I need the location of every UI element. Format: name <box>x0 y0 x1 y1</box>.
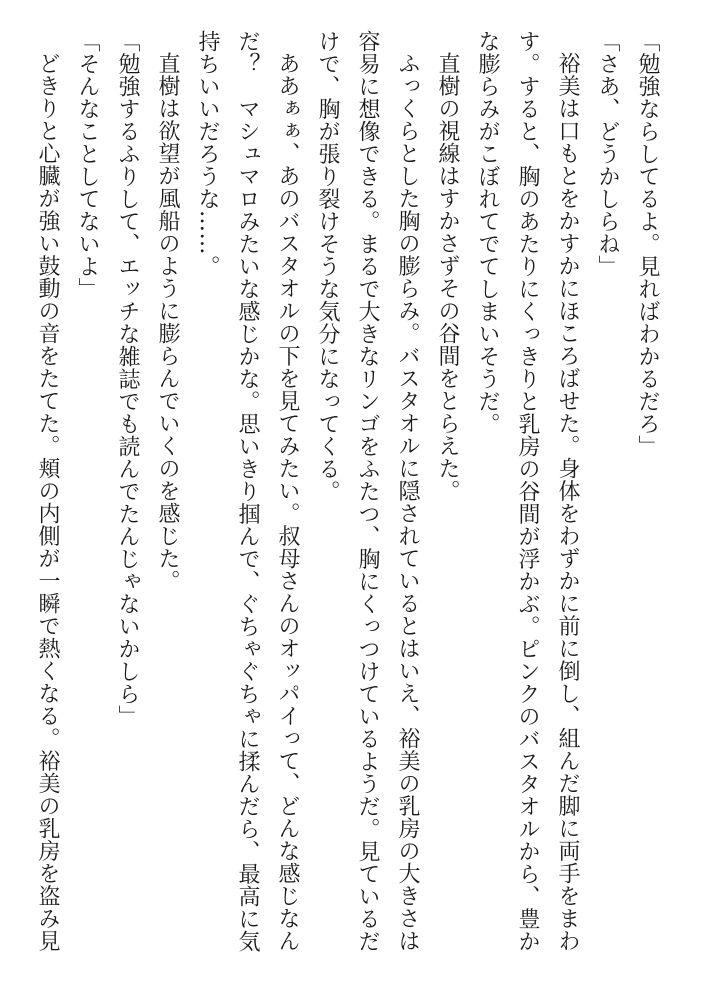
text-line: 「勉強するふりして、エッチな雑誌でも読んでたんじゃないかしら」 <box>115 30 140 728</box>
text-line: ああぁぁ、あのバスタオルの下を見てみたい。叔母さんのオッパイって、どんな感じなん <box>275 52 300 952</box>
text-line: 「勉強ならしてるよ。見ればわかるだろ」 <box>635 30 660 458</box>
text-line: す。すると、胸のあたりにくっきりと乳房の谷間が浮かぶ。ピンクのバスタオルから、豊か <box>515 30 540 953</box>
text-line: だ？ マシュマロみたいな感じかな。思いきり掴んで、ぐちゃぐちゃに揉んだら、最高に気 <box>235 30 260 953</box>
text-line: 持ちいいだろうな……。 <box>195 30 220 278</box>
text-line: 直樹は欲望が風船のように膨らんでいくのを感じた。 <box>155 52 180 592</box>
vertical-text-body <box>27 30 667 980</box>
text-line: 裕美は口もとをかすかにほころばせた。身体をわずかに前に倒し、組んだ脚に両手をまわ <box>555 52 580 952</box>
text-line: な膨らみがこぼれてでてしまいそうだ。 <box>475 30 500 435</box>
text-line: ふっくらとした胸の膨らみ。バスタオルに隠されているとはいえ、裕美の乳房の大きさは <box>395 52 420 952</box>
text-line: 容易に想像できる。まるで大きなリンゴをふたつ、胸にくっつけているようだ。見ているだ <box>355 30 380 953</box>
text-line: 「さあ、どうかしらね」 <box>595 30 620 278</box>
text-line: 直樹の視線はすかさずその谷間をとらえた。 <box>435 52 460 502</box>
text-line: どきりと心臓が強い鼓動の音をたてた。頬の内側が一瞬で熱くなる。裕美の乳房を盗み見 <box>35 52 60 952</box>
text-line: 「そんなことしてないよ」 <box>75 30 100 300</box>
text-line: けで、胸が張り裂けそうな気分になってくる。 <box>315 30 340 503</box>
